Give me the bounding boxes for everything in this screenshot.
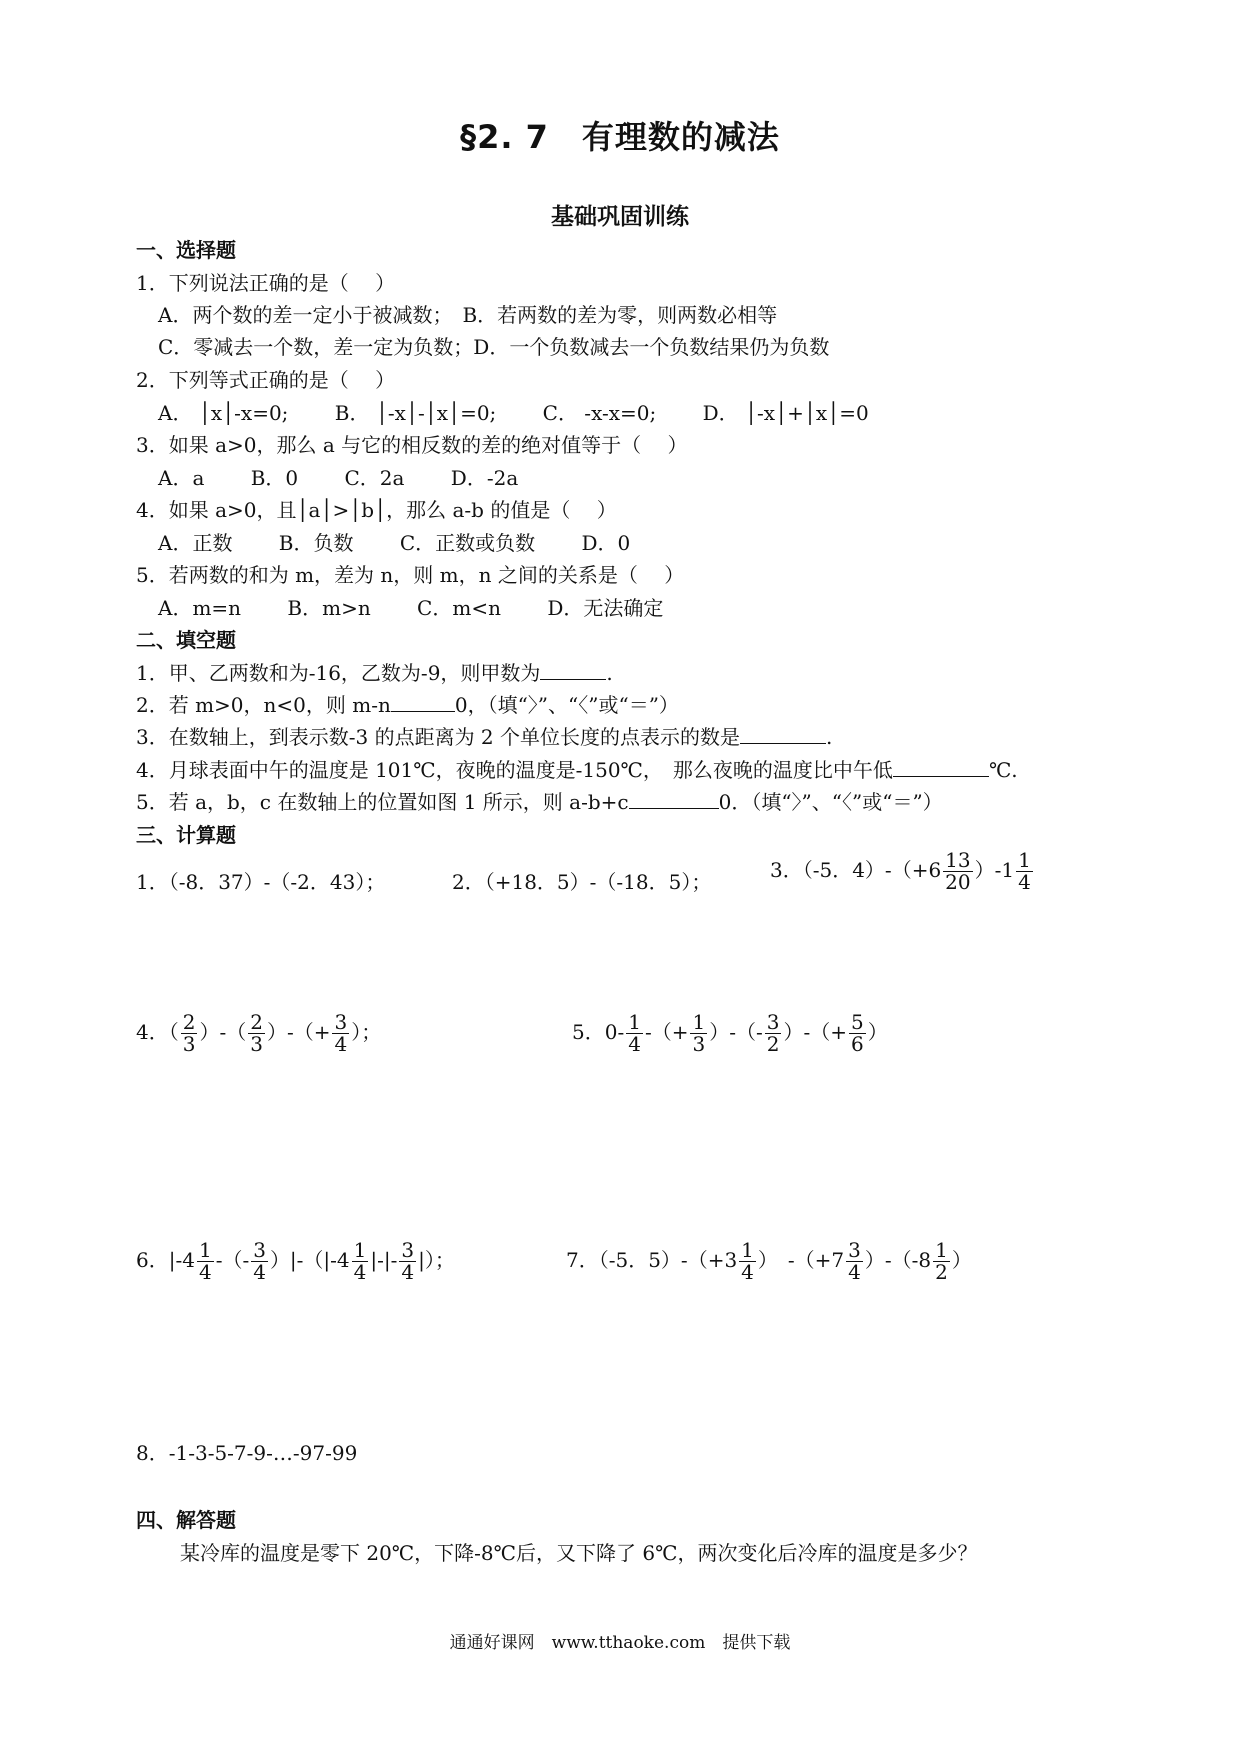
choice-q4: 4．如果 a>0，且│a│>│b│，那么 a-b 的值是（ ） [136, 498, 617, 522]
fill-q2-text: 2．若 m>0，n<0，则 m-n [136, 693, 391, 717]
calc-q4-fraction-2 [248, 1012, 265, 1055]
calc-q7-fraction-2 [846, 1240, 863, 1283]
section-calc-heading: 三、计算题 [136, 823, 236, 847]
denominator: 4 [401, 1260, 415, 1284]
calc-q1: 1．（-8．37）-（-2．43）； [136, 870, 386, 894]
calc-q4-part-d: ）； [351, 1020, 382, 1044]
fill-q5-blank[interactable] [629, 790, 719, 809]
numerator: 3 [253, 1238, 266, 1262]
choice-q1-options-ab: A．两个数的差一定小于被减数； B．若两数的差为零，则两数必相等 [158, 303, 778, 327]
answer-problem: 某冷库的温度是零下 20℃，下降-8℃后，又下降了 6℃，两次变化后冷库的温度是多少？ [180, 1541, 978, 1565]
calc-q6-part-b: -（- [215, 1248, 250, 1272]
calc-q4-fraction-3 [332, 1012, 349, 1055]
denominator: 4 [198, 1260, 212, 1284]
numerator: 3 [766, 1010, 780, 1034]
numerator: 1 [353, 1238, 367, 1262]
calc-q7 [566, 1240, 972, 1283]
fill-q5-end: 0．（填“〉”、“〈”或“＝”） [718, 790, 943, 814]
numerator: 2 [182, 1010, 196, 1034]
page-footer: 通通好课网 www.tthaoke.com 提供下载 [449, 1633, 791, 1653]
choice-q3: 3．如果 a>0，那么 a 与它的相反数的差的绝对值等于（ ） [136, 433, 688, 457]
calc-q5-part-b: -（+ [644, 1020, 689, 1044]
fill-q1-blank[interactable] [540, 661, 606, 680]
calc-q5-fraction-3 [765, 1012, 782, 1055]
choice-q1: 1．下列说法正确的是（ ） [136, 271, 396, 295]
denominator: 3 [692, 1032, 706, 1056]
fill-q4-end: ℃. [988, 758, 1018, 782]
fill-q5-text: 5．若 a，b，c 在数轴上的位置如图 1 所示，则 a-b+c [136, 790, 629, 814]
fill-q1 [136, 657, 613, 686]
numerator: 1 [935, 1238, 948, 1262]
calc-q7-part-b: ） -（+7 [757, 1248, 845, 1272]
calc-q5-fraction-2 [690, 1012, 707, 1055]
calc-q2: 2．（+18．5）-（-18．5）； [452, 870, 712, 894]
calc-q3-part-b: ）-1 [974, 858, 1015, 882]
fill-q4 [136, 754, 1018, 783]
calc-q6 [136, 1240, 455, 1283]
choice-q2-options: A． │x│-x=0; B． │-x│-│x│=0; C． -x-x=0; D． │-x│+│x│=0 [158, 401, 869, 425]
page-title: §2. 7 有理数的减法 [460, 118, 780, 156]
fill-q3-text: 3．在数轴上，到表示数-3 的点距离为 2 个单位长度的点表示的数是 [136, 725, 741, 749]
numerator: 2 [250, 1010, 263, 1034]
denominator: 4 [741, 1260, 754, 1284]
calc-q6-fraction-4 [399, 1240, 416, 1283]
calc-q4-part-b: ）-（ [199, 1020, 247, 1044]
fill-q2-blank[interactable] [391, 693, 455, 712]
calc-q7-part-d: ） [951, 1248, 972, 1272]
calc-q7-fraction-1 [739, 1240, 756, 1283]
calc-q3 [770, 850, 1035, 893]
choice-q2: 2．下列等式正确的是（ ） [136, 368, 396, 392]
fill-q3-blank[interactable] [740, 725, 826, 744]
fill-q2 [136, 689, 679, 718]
fill-q5 [136, 786, 943, 815]
denominator: 6 [850, 1032, 864, 1056]
calc-q4-part-c: ）-（+ [266, 1020, 331, 1044]
choice-q1-options-cd: C．零减去一个数，差一定为负数；D．一个负数减去一个负数结果仍为负数 [158, 335, 830, 359]
calc-q5 [572, 1012, 888, 1055]
calc-q4-part-a: 4．（ [136, 1020, 179, 1044]
section-choice-heading: 一、选择题 [136, 238, 236, 262]
section-answer-heading: 四、解答题 [136, 1508, 236, 1532]
fill-q1-text: 1．甲、乙两数和为-16，乙数为-9，则甲数为 [136, 661, 541, 685]
calc-q4-fraction-1 [181, 1012, 198, 1055]
numerator: 1 [1018, 848, 1031, 872]
denominator: 2 [766, 1032, 780, 1056]
page-subtitle: 基础巩固训练 [551, 203, 689, 230]
fill-q3 [136, 721, 832, 750]
numerator: 13 [945, 848, 971, 872]
fill-q4-blank[interactable] [893, 758, 989, 777]
denominator: 4 [334, 1032, 348, 1056]
denominator: 20 [945, 870, 971, 894]
calc-q4 [136, 1012, 381, 1055]
fill-q4-text: 4．月球表面中午的温度是 101℃，夜晚的温度是-150℃， 那么夜晚的温度比中午低 [136, 758, 893, 782]
calc-q5-fraction-4 [849, 1012, 866, 1055]
numerator: 1 [628, 1010, 641, 1034]
calc-q6-part-e: |）； [418, 1248, 455, 1272]
calc-q6-part-c: ）|-（|-4 [269, 1248, 350, 1272]
fill-q1-end: . [606, 661, 613, 685]
calc-q6-part-a: 6．|-4 [136, 1248, 195, 1272]
calc-q6-fraction-3 [352, 1240, 369, 1283]
denominator: 3 [182, 1032, 196, 1056]
calc-q6-part-d: |-|- [370, 1248, 398, 1272]
calc-q7-part-a: 7．（-5．5）-（+3 [566, 1248, 738, 1272]
denominator: 4 [848, 1260, 861, 1284]
numerator: 1 [741, 1238, 754, 1262]
denominator: 4 [253, 1260, 266, 1284]
calc-q5-part-a: 5．0- [572, 1020, 625, 1044]
calc-q6-fraction-2 [251, 1240, 268, 1283]
calc-q7-part-c: ）-（-8 [864, 1248, 932, 1272]
denominator: 4 [353, 1260, 367, 1284]
calc-q5-fraction-1 [626, 1012, 643, 1055]
calc-q5-part-c: ）-（- [709, 1020, 763, 1044]
calc-q5-part-e: ） [867, 1020, 888, 1044]
numerator: 3 [401, 1238, 415, 1262]
choice-q3-options: A．a B．0 C．2a D．-2a [158, 466, 519, 490]
calc-q5-part-d: ）-（+ [783, 1020, 847, 1044]
calc-q3-part-a: 3．（-5．4）-（+6 [770, 858, 942, 882]
calc-q7-fraction-3 [933, 1240, 950, 1283]
choice-q5-options: A．m=n B．m>n C．m<n D．无法确定 [158, 596, 664, 620]
calc-q3-fraction-2 [1016, 850, 1033, 893]
calc-q8: 8．-1-3-5-7-9-…-97-99 [136, 1441, 358, 1465]
denominator: 3 [250, 1032, 263, 1056]
section-fill-heading: 二、填空题 [136, 628, 236, 652]
denominator: 4 [628, 1032, 641, 1056]
numerator: 1 [692, 1010, 706, 1034]
denominator: 2 [935, 1260, 948, 1284]
numerator: 5 [850, 1010, 864, 1034]
numerator: 3 [334, 1010, 348, 1034]
denominator: 4 [1018, 870, 1031, 894]
choice-q4-options: A．正数 B．负数 C．正数或负数 D．0 [158, 531, 631, 555]
numerator: 1 [198, 1238, 212, 1262]
choice-q5: 5．若两数的和为 m，差为 n，则 m，n 之间的关系是（ ） [136, 563, 685, 587]
numerator: 3 [848, 1238, 861, 1262]
calc-q3-fraction-1 [943, 850, 972, 893]
fill-q3-end: . [826, 725, 833, 749]
fill-q2-end: 0，（填“〉”、“〈”或“＝”） [454, 693, 679, 717]
calc-q6-fraction-1 [197, 1240, 214, 1283]
